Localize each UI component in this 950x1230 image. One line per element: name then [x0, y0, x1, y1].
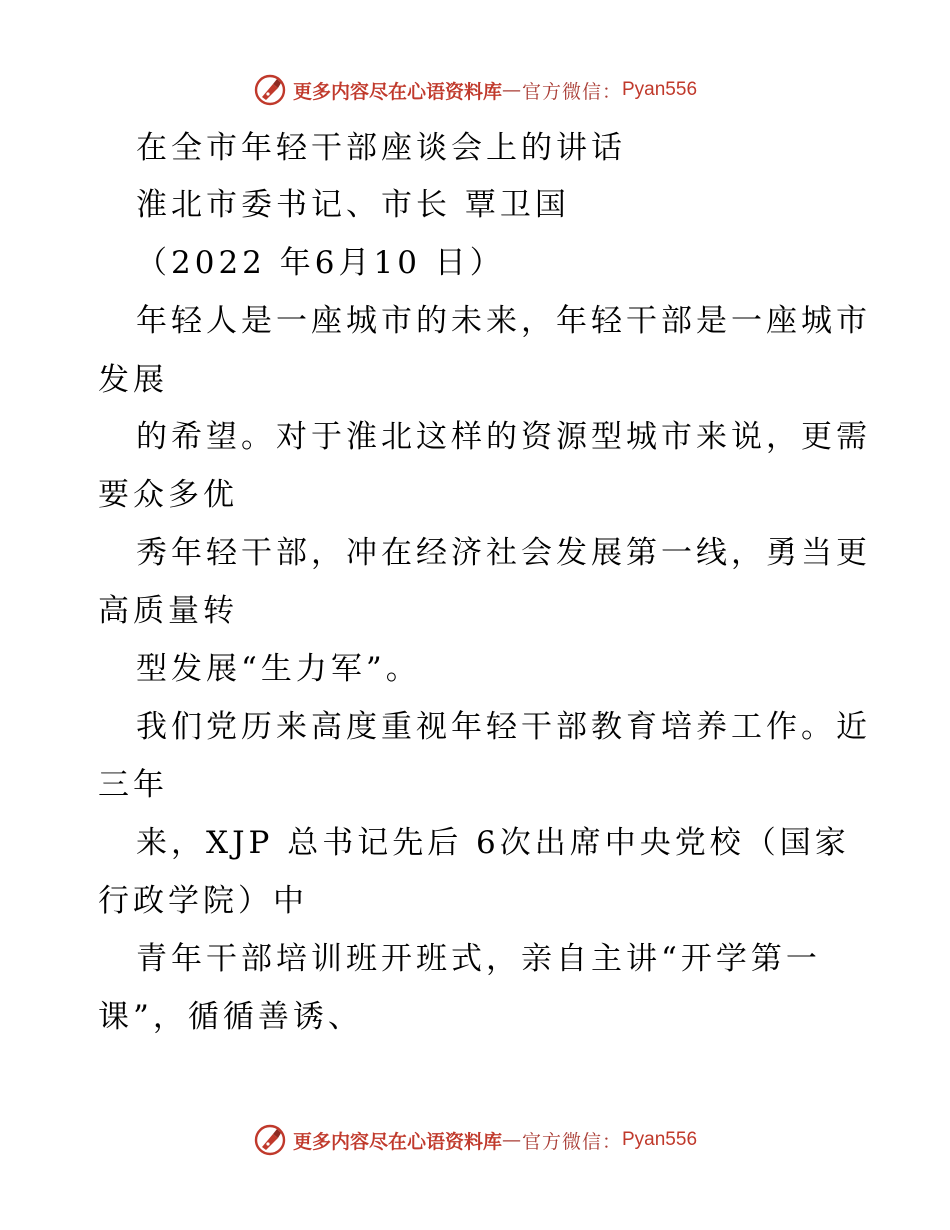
paragraph-line: 年轻人是一座城市的未来，年轻干部是一座城市 — [136, 303, 871, 339]
date-line: （2022 年6月10 日） — [136, 245, 505, 281]
paragraph-line: 行政学院）中 — [98, 883, 308, 919]
paragraph-line: 的希望。对于淮北这样的资源型城市来说，更需 — [136, 419, 871, 455]
watermark-sub-text: 官方微信： — [521, 80, 622, 103]
paragraph-line: 课”，循循善诱、 — [98, 999, 363, 1035]
pen-nib-logo-icon — [253, 1123, 287, 1157]
watermark-main-text: 更多内容尽在心语资料库 — [292, 80, 502, 103]
paragraph-line: 要众多优 — [98, 477, 238, 513]
paragraph-line: 来，XJP 总书记先后 6次出席中央党校（国家 — [136, 825, 850, 861]
speaker-line: 淮北市委书记、市长 覃卫国 — [136, 187, 570, 223]
watermark-dash: — — [501, 1129, 522, 1151]
paragraph-line: 我们党历来高度重视年轻干部教育培养工作。近 — [136, 709, 871, 745]
watermark-main-text: 更多内容尽在心语资料库 — [292, 1130, 502, 1153]
pen-nib-logo-icon — [253, 73, 287, 107]
paragraph-line: 高质量转 — [98, 593, 238, 629]
paragraph-line: 三年 — [98, 767, 168, 803]
paragraph-line: 发展 — [98, 362, 168, 398]
paragraph-line: 型发展“生力军”。 — [136, 651, 421, 687]
watermark-banner-bottom — [0, 1120, 950, 1160]
watermark-banner-top — [0, 70, 950, 110]
watermark-wechat-id: Pyan556 — [622, 79, 698, 100]
watermark-wechat-id: Pyan556 — [622, 1129, 698, 1150]
paragraph-line: 青年干部培训班开班式，亲自主讲“开学第一 — [136, 941, 821, 977]
speech-title: 在全市年轻干部座谈会上的讲话 — [136, 130, 626, 166]
watermark-dash: — — [501, 79, 522, 101]
watermark-sub-text: 官方微信： — [521, 1130, 622, 1153]
paragraph-line: 秀年轻干部，冲在经济社会发展第一线，勇当更 — [136, 535, 871, 571]
